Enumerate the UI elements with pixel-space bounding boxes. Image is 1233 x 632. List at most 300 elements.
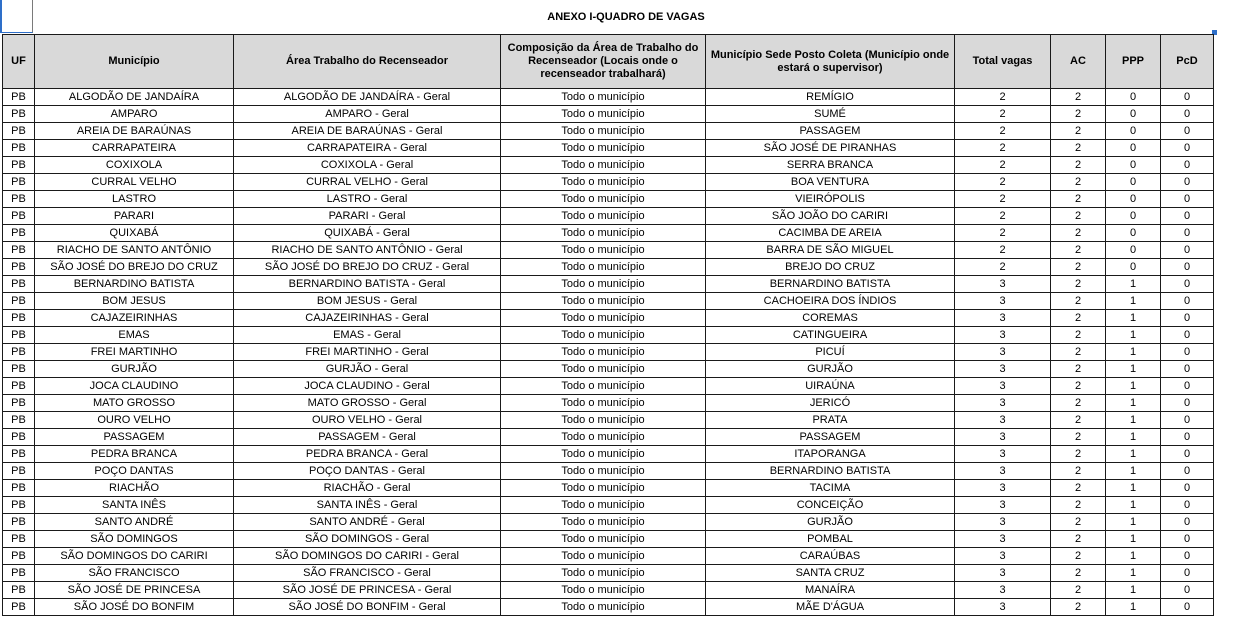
- cell-total-vagas[interactable]: 3: [955, 463, 1051, 480]
- cell-total-vagas[interactable]: 3: [955, 310, 1051, 327]
- cell-area-trabalho[interactable]: AREIA DE BARAÚNAS - Geral: [234, 123, 501, 140]
- cell-uf[interactable]: PB: [3, 293, 35, 310]
- table-row: [3, 565, 1214, 582]
- cell-area-trabalho[interactable]: ALGODÃO DE JANDAÍRA - Geral: [234, 89, 501, 106]
- cell-ac[interactable]: 2: [1051, 276, 1106, 293]
- cell-ppp[interactable]: 1: [1106, 429, 1161, 446]
- cell-municipio[interactable]: SÃO JOSÉ DE PRINCESA: [35, 582, 234, 599]
- cell-total-vagas[interactable]: 2: [955, 242, 1051, 259]
- header-area-trabalho[interactable]: Área Trabalho do Recenseador: [234, 35, 501, 89]
- cell-pcd[interactable]: 0: [1161, 361, 1214, 378]
- cell-area-trabalho[interactable]: CAJAZEIRINHAS - Geral: [234, 310, 501, 327]
- cell-total-vagas[interactable]: 3: [955, 395, 1051, 412]
- cell-municipio[interactable]: BERNARDINO BATISTA: [35, 276, 234, 293]
- cell-total-vagas[interactable]: 2: [955, 140, 1051, 157]
- cell-municipio-sede[interactable]: UIRAÚNA: [706, 378, 955, 395]
- cell-ppp[interactable]: 0: [1106, 140, 1161, 157]
- cell-ac[interactable]: 2: [1051, 599, 1106, 616]
- cell-ppp[interactable]: 0: [1106, 191, 1161, 208]
- cell-area-trabalho[interactable]: RIACHÃO - Geral: [234, 480, 501, 497]
- cell-ac[interactable]: 2: [1051, 378, 1106, 395]
- cell-municipio[interactable]: SÃO JOSÉ DO BREJO DO CRUZ: [35, 259, 234, 276]
- cell-ppp[interactable]: 1: [1106, 378, 1161, 395]
- header-ppp[interactable]: PPP: [1106, 35, 1161, 89]
- cell-composicao[interactable]: Todo o município: [501, 480, 706, 497]
- cell-uf[interactable]: PB: [3, 89, 35, 106]
- selected-cell[interactable]: [0, 0, 33, 33]
- cell-municipio-sede[interactable]: BERNARDINO BATISTA: [706, 463, 955, 480]
- cell-ac[interactable]: 2: [1051, 565, 1106, 582]
- cell-municipio[interactable]: SANTO ANDRÉ: [35, 514, 234, 531]
- cell-municipio[interactable]: QUIXABÁ: [35, 225, 234, 242]
- cell-pcd[interactable]: 0: [1161, 157, 1214, 174]
- cell-area-trabalho[interactable]: SANTO ANDRÉ - Geral: [234, 514, 501, 531]
- cell-uf[interactable]: PB: [3, 446, 35, 463]
- cell-municipio-sede[interactable]: VIEIRÓPOLIS: [706, 191, 955, 208]
- cell-uf[interactable]: PB: [3, 497, 35, 514]
- cell-pcd[interactable]: 0: [1161, 514, 1214, 531]
- cell-pcd[interactable]: 0: [1161, 225, 1214, 242]
- cell-ac[interactable]: 2: [1051, 480, 1106, 497]
- cell-ppp[interactable]: 1: [1106, 361, 1161, 378]
- cell-composicao[interactable]: Todo o município: [501, 327, 706, 344]
- cell-ac[interactable]: 2: [1051, 446, 1106, 463]
- cell-municipio-sede[interactable]: GURJÃO: [706, 361, 955, 378]
- cell-municipio[interactable]: CURRAL VELHO: [35, 174, 234, 191]
- cell-pcd[interactable]: 0: [1161, 123, 1214, 140]
- cell-municipio-sede[interactable]: COREMAS: [706, 310, 955, 327]
- table-row: [3, 344, 1214, 361]
- cell-composicao[interactable]: Todo o município: [501, 208, 706, 225]
- cell-area-trabalho[interactable]: FREI MARTINHO - Geral: [234, 344, 501, 361]
- header-ac[interactable]: AC: [1051, 35, 1106, 89]
- cell-ppp[interactable]: 1: [1106, 310, 1161, 327]
- cell-composicao[interactable]: Todo o município: [501, 565, 706, 582]
- cell-area-trabalho[interactable]: BOM JESUS - Geral: [234, 293, 501, 310]
- cell-municipio[interactable]: OURO VELHO: [35, 412, 234, 429]
- cell-municipio-sede[interactable]: PRATA: [706, 412, 955, 429]
- cell-ppp[interactable]: 0: [1106, 242, 1161, 259]
- cell-composicao[interactable]: Todo o município: [501, 293, 706, 310]
- cell-municipio-sede[interactable]: BOA VENTURA: [706, 174, 955, 191]
- cell-pcd[interactable]: 0: [1161, 531, 1214, 548]
- cell-ppp[interactable]: 1: [1106, 480, 1161, 497]
- cell-municipio[interactable]: MATO GROSSO: [35, 395, 234, 412]
- vacancy-table: [2, 34, 1214, 616]
- cell-ac[interactable]: 2: [1051, 89, 1106, 106]
- cell-area-trabalho[interactable]: SANTA INÊS - Geral: [234, 497, 501, 514]
- cell-ppp[interactable]: 1: [1106, 344, 1161, 361]
- cell-pcd[interactable]: 0: [1161, 327, 1214, 344]
- cell-municipio[interactable]: POÇO DANTAS: [35, 463, 234, 480]
- cell-ac[interactable]: 2: [1051, 514, 1106, 531]
- cell-pcd[interactable]: 0: [1161, 599, 1214, 616]
- cell-uf[interactable]: PB: [3, 225, 35, 242]
- cell-pcd[interactable]: 0: [1161, 293, 1214, 310]
- cell-composicao[interactable]: Todo o município: [501, 429, 706, 446]
- cell-total-vagas[interactable]: 2: [955, 208, 1051, 225]
- cell-uf[interactable]: PB: [3, 429, 35, 446]
- cell-municipio[interactable]: PASSAGEM: [35, 429, 234, 446]
- cell-composicao[interactable]: Todo o município: [501, 310, 706, 327]
- cell-municipio-sede[interactable]: TACIMA: [706, 480, 955, 497]
- cell-area-trabalho[interactable]: GURJÃO - Geral: [234, 361, 501, 378]
- cell-composicao[interactable]: Todo o município: [501, 140, 706, 157]
- cell-ppp[interactable]: 0: [1106, 174, 1161, 191]
- cell-composicao[interactable]: Todo o município: [501, 106, 706, 123]
- cell-composicao[interactable]: Todo o município: [501, 191, 706, 208]
- cell-pcd[interactable]: 0: [1161, 565, 1214, 582]
- cell-uf[interactable]: PB: [3, 242, 35, 259]
- cell-uf[interactable]: PB: [3, 395, 35, 412]
- cell-total-vagas[interactable]: 3: [955, 412, 1051, 429]
- cell-municipio-sede[interactable]: PASSAGEM: [706, 429, 955, 446]
- cell-uf[interactable]: PB: [3, 531, 35, 548]
- cell-municipio[interactable]: RIACHO DE SANTO ANTÔNIO: [35, 242, 234, 259]
- cell-pcd[interactable]: 0: [1161, 140, 1214, 157]
- cell-municipio[interactable]: FREI MARTINHO: [35, 344, 234, 361]
- cell-municipio-sede[interactable]: JERICÓ: [706, 395, 955, 412]
- header-municipio-sede[interactable]: Município Sede Posto Coleta (Município onde estará o supervisor): [706, 35, 955, 89]
- cell-total-vagas[interactable]: 3: [955, 497, 1051, 514]
- cell-total-vagas[interactable]: 3: [955, 514, 1051, 531]
- cell-pcd[interactable]: 0: [1161, 208, 1214, 225]
- cell-municipio-sede[interactable]: BARRA DE SÃO MIGUEL: [706, 242, 955, 259]
- cell-uf[interactable]: PB: [3, 208, 35, 225]
- cell-area-trabalho[interactable]: SÃO JOSÉ DO BONFIM - Geral: [234, 599, 501, 616]
- cell-ppp[interactable]: 1: [1106, 395, 1161, 412]
- cell-municipio[interactable]: AREIA DE BARAÚNAS: [35, 123, 234, 140]
- cell-municipio-sede[interactable]: PASSAGEM: [706, 123, 955, 140]
- cell-municipio-sede[interactable]: POMBAL: [706, 531, 955, 548]
- cell-composicao[interactable]: Todo o município: [501, 463, 706, 480]
- cell-total-vagas[interactable]: 2: [955, 259, 1051, 276]
- cell-municipio[interactable]: LASTRO: [35, 191, 234, 208]
- cell-pcd[interactable]: 0: [1161, 463, 1214, 480]
- cell-pcd[interactable]: 0: [1161, 106, 1214, 123]
- cell-municipio[interactable]: GURJÃO: [35, 361, 234, 378]
- cell-municipio[interactable]: BOM JESUS: [35, 293, 234, 310]
- cell-pcd[interactable]: 0: [1161, 89, 1214, 106]
- cell-municipio-sede[interactable]: CARAÚBAS: [706, 548, 955, 565]
- cell-composicao[interactable]: Todo o município: [501, 599, 706, 616]
- cell-uf[interactable]: PB: [3, 327, 35, 344]
- cell-municipio-sede[interactable]: CACHOEIRA DOS ÍNDIOS: [706, 293, 955, 310]
- cell-uf[interactable]: PB: [3, 174, 35, 191]
- cell-pcd[interactable]: 0: [1161, 480, 1214, 497]
- cell-total-vagas[interactable]: 3: [955, 361, 1051, 378]
- cell-area-trabalho[interactable]: CURRAL VELHO - Geral: [234, 174, 501, 191]
- header-pcd[interactable]: PcD: [1161, 35, 1214, 89]
- table-row: [3, 191, 1214, 208]
- header-uf[interactable]: UF: [3, 35, 35, 89]
- cell-municipio-sede[interactable]: CONCEIÇÃO: [706, 497, 955, 514]
- cell-composicao[interactable]: Todo o município: [501, 582, 706, 599]
- cell-total-vagas[interactable]: 2: [955, 157, 1051, 174]
- cell-ppp[interactable]: 0: [1106, 259, 1161, 276]
- cell-ac[interactable]: 2: [1051, 497, 1106, 514]
- cell-pcd[interactable]: 0: [1161, 174, 1214, 191]
- cell-ac[interactable]: 2: [1051, 344, 1106, 361]
- cell-pcd[interactable]: 0: [1161, 242, 1214, 259]
- cell-ppp[interactable]: 0: [1106, 157, 1161, 174]
- cell-composicao[interactable]: Todo o município: [501, 361, 706, 378]
- cell-total-vagas[interactable]: 2: [955, 225, 1051, 242]
- cell-ppp[interactable]: 0: [1106, 225, 1161, 242]
- cell-ac[interactable]: 2: [1051, 140, 1106, 157]
- cell-municipio[interactable]: COXIXOLA: [35, 157, 234, 174]
- cell-uf[interactable]: PB: [3, 565, 35, 582]
- cell-municipio[interactable]: EMAS: [35, 327, 234, 344]
- cell-total-vagas[interactable]: 3: [955, 446, 1051, 463]
- cell-total-vagas[interactable]: 3: [955, 429, 1051, 446]
- cell-ppp[interactable]: 1: [1106, 276, 1161, 293]
- cell-composicao[interactable]: Todo o município: [501, 242, 706, 259]
- cell-composicao[interactable]: Todo o município: [501, 548, 706, 565]
- cell-uf[interactable]: PB: [3, 378, 35, 395]
- cell-area-trabalho[interactable]: SÃO FRANCISCO - Geral: [234, 565, 501, 582]
- cell-area-trabalho[interactable]: PARARI - Geral: [234, 208, 501, 225]
- cell-municipio-sede[interactable]: GURJÃO: [706, 514, 955, 531]
- cell-ac[interactable]: 2: [1051, 157, 1106, 174]
- cell-total-vagas[interactable]: 3: [955, 293, 1051, 310]
- cell-ac[interactable]: 2: [1051, 582, 1106, 599]
- table-row: [3, 531, 1214, 548]
- cell-total-vagas[interactable]: 3: [955, 378, 1051, 395]
- cell-uf[interactable]: PB: [3, 310, 35, 327]
- cell-municipio-sede[interactable]: ITAPORANGA: [706, 446, 955, 463]
- cell-ppp[interactable]: 1: [1106, 463, 1161, 480]
- cell-ppp[interactable]: 1: [1106, 446, 1161, 463]
- cell-pcd[interactable]: 0: [1161, 412, 1214, 429]
- cell-composicao[interactable]: Todo o município: [501, 395, 706, 412]
- cell-area-trabalho[interactable]: LASTRO - Geral: [234, 191, 501, 208]
- cell-uf[interactable]: PB: [3, 548, 35, 565]
- cell-area-trabalho[interactable]: OURO VELHO - Geral: [234, 412, 501, 429]
- cell-area-trabalho[interactable]: SÃO DOMINGOS - Geral: [234, 531, 501, 548]
- cell-municipio[interactable]: ALGODÃO DE JANDAÍRA: [35, 89, 234, 106]
- cell-municipio-sede[interactable]: SÃO JOSÉ DE PIRANHAS: [706, 140, 955, 157]
- cell-composicao[interactable]: Todo o município: [501, 497, 706, 514]
- cell-ac[interactable]: 2: [1051, 548, 1106, 565]
- cell-total-vagas[interactable]: 3: [955, 582, 1051, 599]
- cell-composicao[interactable]: Todo o município: [501, 225, 706, 242]
- cell-ac[interactable]: 2: [1051, 208, 1106, 225]
- cell-municipio[interactable]: SÃO DOMINGOS: [35, 531, 234, 548]
- cell-composicao[interactable]: Todo o município: [501, 174, 706, 191]
- cell-ac[interactable]: 2: [1051, 106, 1106, 123]
- cell-area-trabalho[interactable]: PASSAGEM - Geral: [234, 429, 501, 446]
- cell-pcd[interactable]: 0: [1161, 310, 1214, 327]
- table-row: [3, 327, 1214, 344]
- cell-area-trabalho[interactable]: PEDRA BRANCA - Geral: [234, 446, 501, 463]
- cell-composicao[interactable]: Todo o município: [501, 412, 706, 429]
- cell-area-trabalho[interactable]: SÃO JOSÉ DE PRINCESA - Geral: [234, 582, 501, 599]
- header-total-vagas[interactable]: Total vagas: [955, 35, 1051, 89]
- cell-uf[interactable]: PB: [3, 344, 35, 361]
- table-row: [3, 480, 1214, 497]
- cell-total-vagas[interactable]: 2: [955, 106, 1051, 123]
- cell-uf[interactable]: PB: [3, 259, 35, 276]
- cell-total-vagas[interactable]: 3: [955, 565, 1051, 582]
- cell-pcd[interactable]: 0: [1161, 446, 1214, 463]
- cell-ac[interactable]: 2: [1051, 225, 1106, 242]
- table-row: [3, 361, 1214, 378]
- cell-composicao[interactable]: Todo o município: [501, 89, 706, 106]
- cell-ppp[interactable]: 1: [1106, 327, 1161, 344]
- cell-uf[interactable]: PB: [3, 140, 35, 157]
- cell-municipio-sede[interactable]: CATINGUEIRA: [706, 327, 955, 344]
- cell-municipio[interactable]: SÃO FRANCISCO: [35, 565, 234, 582]
- cell-uf[interactable]: PB: [3, 123, 35, 140]
- cell-composicao[interactable]: Todo o município: [501, 531, 706, 548]
- cell-ppp[interactable]: 1: [1106, 548, 1161, 565]
- cell-composicao[interactable]: Todo o município: [501, 276, 706, 293]
- cell-uf[interactable]: PB: [3, 361, 35, 378]
- cell-total-vagas[interactable]: 3: [955, 344, 1051, 361]
- cell-area-trabalho[interactable]: EMAS - Geral: [234, 327, 501, 344]
- cell-pcd[interactable]: 0: [1161, 429, 1214, 446]
- cell-ac[interactable]: 2: [1051, 174, 1106, 191]
- cell-ac[interactable]: 2: [1051, 395, 1106, 412]
- cell-uf[interactable]: PB: [3, 157, 35, 174]
- cell-uf[interactable]: PB: [3, 599, 35, 616]
- cell-total-vagas[interactable]: 3: [955, 480, 1051, 497]
- cell-area-trabalho[interactable]: POÇO DANTAS - Geral: [234, 463, 501, 480]
- cell-area-trabalho[interactable]: QUIXABÁ - Geral: [234, 225, 501, 242]
- cell-composicao[interactable]: Todo o município: [501, 259, 706, 276]
- cell-total-vagas[interactable]: 3: [955, 548, 1051, 565]
- cell-uf[interactable]: PB: [3, 191, 35, 208]
- cell-area-trabalho[interactable]: SÃO DOMINGOS DO CARIRI - Geral: [234, 548, 501, 565]
- cell-ppp[interactable]: 1: [1106, 531, 1161, 548]
- header-composicao[interactable]: Composição da Área de Trabalho do Recenseador (Locais onde o recenseador trabalhará): [501, 35, 706, 89]
- header-municipio[interactable]: Município: [35, 35, 234, 89]
- cell-total-vagas[interactable]: 2: [955, 174, 1051, 191]
- cell-ac[interactable]: 2: [1051, 412, 1106, 429]
- cell-area-trabalho[interactable]: SÃO JOSÉ DO BREJO DO CRUZ - Geral: [234, 259, 501, 276]
- cell-ppp[interactable]: 1: [1106, 497, 1161, 514]
- cell-municipio[interactable]: CARRAPATEIRA: [35, 140, 234, 157]
- cell-total-vagas[interactable]: 2: [955, 191, 1051, 208]
- cell-area-trabalho[interactable]: COXIXOLA - Geral: [234, 157, 501, 174]
- cell-ppp[interactable]: 0: [1106, 89, 1161, 106]
- cell-municipio[interactable]: RIACHÃO: [35, 480, 234, 497]
- cell-ppp[interactable]: 1: [1106, 514, 1161, 531]
- cell-municipio[interactable]: CAJAZEIRINHAS: [35, 310, 234, 327]
- cell-total-vagas[interactable]: 2: [955, 89, 1051, 106]
- cell-ac[interactable]: 2: [1051, 463, 1106, 480]
- cell-uf[interactable]: PB: [3, 480, 35, 497]
- cell-ppp[interactable]: 1: [1106, 412, 1161, 429]
- table-row: [3, 395, 1214, 412]
- cell-pcd[interactable]: 0: [1161, 497, 1214, 514]
- cell-municipio[interactable]: SANTA INÊS: [35, 497, 234, 514]
- cell-composicao[interactable]: Todo o município: [501, 123, 706, 140]
- cell-area-trabalho[interactable]: RIACHO DE SANTO ANTÔNIO - Geral: [234, 242, 501, 259]
- cell-composicao[interactable]: Todo o município: [501, 344, 706, 361]
- cell-municipio[interactable]: AMPARO: [35, 106, 234, 123]
- cell-ac[interactable]: 2: [1051, 531, 1106, 548]
- cell-ppp[interactable]: 0: [1106, 123, 1161, 140]
- cell-ppp[interactable]: 0: [1106, 208, 1161, 225]
- cell-uf[interactable]: PB: [3, 276, 35, 293]
- cell-uf[interactable]: PB: [3, 412, 35, 429]
- cell-municipio-sede[interactable]: MANAÍRA: [706, 582, 955, 599]
- cell-ppp[interactable]: 0: [1106, 106, 1161, 123]
- cell-total-vagas[interactable]: 3: [955, 531, 1051, 548]
- cell-ppp[interactable]: 1: [1106, 599, 1161, 616]
- cell-municipio[interactable]: PARARI: [35, 208, 234, 225]
- cell-ac[interactable]: 2: [1051, 429, 1106, 446]
- cell-composicao[interactable]: Todo o município: [501, 157, 706, 174]
- cell-uf[interactable]: PB: [3, 106, 35, 123]
- cell-composicao[interactable]: Todo o município: [501, 378, 706, 395]
- cell-total-vagas[interactable]: 3: [955, 327, 1051, 344]
- cell-municipio-sede[interactable]: SANTA CRUZ: [706, 565, 955, 582]
- cell-area-trabalho[interactable]: AMPARO - Geral: [234, 106, 501, 123]
- cell-municipio[interactable]: SÃO JOSÉ DO BONFIM: [35, 599, 234, 616]
- table-row: [3, 123, 1214, 140]
- cell-total-vagas[interactable]: 2: [955, 123, 1051, 140]
- cell-total-vagas[interactable]: 3: [955, 599, 1051, 616]
- cell-ac[interactable]: 2: [1051, 123, 1106, 140]
- cell-area-trabalho[interactable]: JOCA CLAUDINO - Geral: [234, 378, 501, 395]
- table-row: [3, 276, 1214, 293]
- cell-pcd[interactable]: 0: [1161, 344, 1214, 361]
- cell-ac[interactable]: 2: [1051, 310, 1106, 327]
- cell-ac[interactable]: 2: [1051, 361, 1106, 378]
- cell-ac[interactable]: 2: [1051, 242, 1106, 259]
- cell-uf[interactable]: PB: [3, 463, 35, 480]
- cell-municipio-sede[interactable]: PICUÍ: [706, 344, 955, 361]
- cell-pcd[interactable]: 0: [1161, 378, 1214, 395]
- cell-municipio-sede[interactable]: BERNARDINO BATISTA: [706, 276, 955, 293]
- cell-municipio-sede[interactable]: BREJO DO CRUZ: [706, 259, 955, 276]
- cell-ac[interactable]: 2: [1051, 293, 1106, 310]
- cell-municipio-sede[interactable]: SUMÉ: [706, 106, 955, 123]
- cell-area-trabalho[interactable]: BERNARDINO BATISTA - Geral: [234, 276, 501, 293]
- cell-pcd[interactable]: 0: [1161, 259, 1214, 276]
- cell-municipio-sede[interactable]: SÃO JOÃO DO CARIRI: [706, 208, 955, 225]
- cell-area-trabalho[interactable]: MATO GROSSO - Geral: [234, 395, 501, 412]
- cell-ppp[interactable]: 1: [1106, 582, 1161, 599]
- cell-composicao[interactable]: Todo o município: [501, 446, 706, 463]
- cell-uf[interactable]: PB: [3, 582, 35, 599]
- cell-ppp[interactable]: 1: [1106, 565, 1161, 582]
- cell-area-trabalho[interactable]: CARRAPATEIRA - Geral: [234, 140, 501, 157]
- cell-pcd[interactable]: 0: [1161, 582, 1214, 599]
- cell-municipio[interactable]: SÃO DOMINGOS DO CARIRI: [35, 548, 234, 565]
- cell-ppp[interactable]: 1: [1106, 293, 1161, 310]
- cell-municipio[interactable]: PEDRA BRANCA: [35, 446, 234, 463]
- cell-pcd[interactable]: 0: [1161, 191, 1214, 208]
- cell-total-vagas[interactable]: 3: [955, 276, 1051, 293]
- cell-municipio-sede[interactable]: MÃE D'ÁGUA: [706, 599, 955, 616]
- cell-municipio-sede[interactable]: SERRA BRANCA: [706, 157, 955, 174]
- cell-ac[interactable]: 2: [1051, 327, 1106, 344]
- cell-municipio-sede[interactable]: REMÍGIO: [706, 89, 955, 106]
- cell-composicao[interactable]: Todo o município: [501, 514, 706, 531]
- cell-municipio[interactable]: JOCA CLAUDINO: [35, 378, 234, 395]
- cell-pcd[interactable]: 0: [1161, 548, 1214, 565]
- cell-pcd[interactable]: 0: [1161, 276, 1214, 293]
- cell-municipio-sede[interactable]: CACIMBA DE AREIA: [706, 225, 955, 242]
- cell-ac[interactable]: 2: [1051, 191, 1106, 208]
- cell-pcd[interactable]: 0: [1161, 395, 1214, 412]
- cell-ac[interactable]: 2: [1051, 259, 1106, 276]
- cell-uf[interactable]: PB: [3, 514, 35, 531]
